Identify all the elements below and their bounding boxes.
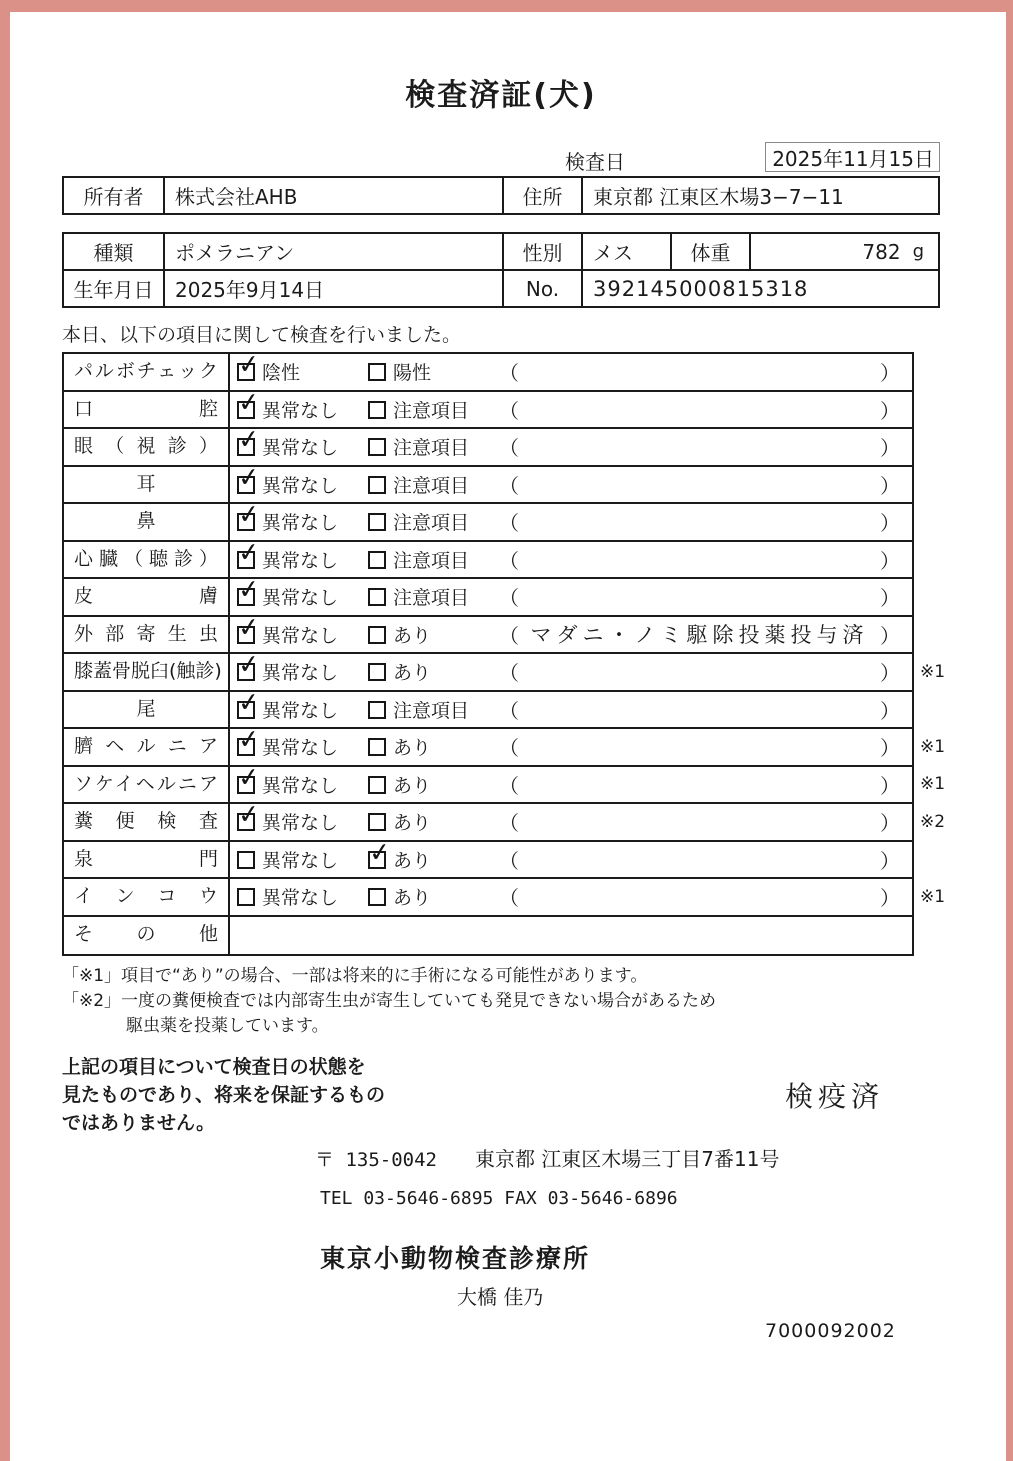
checkbox-checked — [237, 476, 255, 494]
exam-option-label: 異常なし — [262, 737, 339, 760]
checkbox-checked — [237, 551, 255, 569]
checkbox-checked — [237, 363, 255, 381]
exam-option-label: あり — [393, 812, 432, 835]
number-value: 392145000815318 — [593, 276, 809, 301]
exam-row — [64, 692, 912, 730]
checkbox-unchecked — [368, 738, 386, 756]
breed-label: 種類 — [64, 234, 165, 269]
exam-option-label: 異常なし — [262, 887, 339, 910]
exam-item-label: インコウ — [64, 879, 230, 915]
result-parentheses: （ ） — [499, 848, 900, 873]
result-parentheses: （ ） — [499, 586, 900, 611]
checkbox-unchecked — [368, 588, 386, 606]
result-parentheses: （ ） — [499, 886, 900, 911]
result-parentheses: （ ） — [499, 398, 900, 423]
exam-item-label: 泉門 — [64, 842, 230, 878]
exam-row-content — [230, 729, 912, 765]
checkbox-unchecked — [368, 888, 386, 906]
exam-option-label: 注意項目 — [393, 512, 470, 535]
exam-option — [368, 883, 499, 910]
document-code: 7000092002 — [765, 1320, 896, 1342]
exam-option — [237, 696, 368, 723]
exam-option — [368, 546, 499, 573]
clinic-name: 東京小動物検査診療所 — [320, 1244, 591, 1273]
exam-row-content — [230, 692, 912, 728]
exam-table — [62, 352, 946, 956]
exam-row-content — [230, 579, 912, 615]
exam-option — [368, 771, 499, 798]
birthdate-value: 2025年9月14日 — [165, 271, 504, 306]
quarantine-stamp: 検疫済 — [784, 1080, 884, 1113]
exam-option-label: 注意項目 — [393, 699, 470, 722]
exam-option — [368, 733, 499, 760]
checkbox-unchecked — [237, 851, 255, 869]
exam-row — [64, 467, 912, 505]
exam-row-content — [230, 467, 912, 503]
exam-option — [368, 658, 499, 685]
exam-option — [368, 508, 499, 535]
exam-row — [64, 842, 912, 880]
exam-item-label: その他 — [64, 917, 230, 955]
exam-option-label: 異常なし — [262, 662, 339, 685]
exam-option — [237, 658, 368, 685]
exam-option-label: 異常なし — [262, 512, 339, 535]
exam-option — [368, 696, 499, 723]
exam-option-label: 陽性 — [393, 362, 432, 385]
weight-label: 体重 — [672, 234, 751, 269]
weight-unit: g — [912, 241, 924, 262]
owner-label: 所有者 — [64, 178, 165, 213]
exam-option-label: あり — [393, 737, 432, 760]
exam-option — [237, 846, 368, 873]
exam-row — [64, 354, 912, 392]
exam-row-content — [230, 842, 912, 878]
exam-item-label: ソケイヘルニア — [64, 767, 230, 803]
checkbox-checked — [237, 738, 255, 756]
number-label: No. — [504, 271, 583, 306]
checkbox-unchecked — [237, 888, 255, 906]
breed-value: ポメラニアン — [165, 234, 504, 269]
exam-option-label: 異常なし — [262, 699, 339, 722]
exam-row — [64, 879, 946, 917]
checkbox-unchecked — [368, 701, 386, 719]
checkbox-unchecked — [368, 776, 386, 794]
footnote-1: 「※1」項目で“あり”の場合、一部は将来的に手術になる可能性があります。 — [62, 966, 648, 986]
certificate-content — [62, 12, 946, 1342]
exam-option-label: 注意項目 — [393, 474, 470, 497]
address-label: 住所 — [504, 178, 583, 213]
exam-option-label: 注意項目 — [393, 437, 470, 460]
exam-item-label: 糞便検査 — [64, 804, 230, 840]
exam-option-label: 異常なし — [262, 474, 339, 497]
exam-row — [64, 504, 912, 542]
exam-row — [64, 917, 912, 955]
footnote-mark: ※2 — [920, 811, 946, 832]
checkbox-unchecked — [368, 626, 386, 644]
checkbox-unchecked — [368, 476, 386, 494]
exam-option — [237, 583, 368, 610]
checkbox-unchecked — [368, 401, 386, 419]
result-parentheses: （ マダニ・ノミ駆除投薬投与済 ） — [499, 619, 912, 649]
exam-row-content — [230, 354, 912, 390]
exam-option — [368, 583, 499, 610]
checkbox-checked — [237, 588, 255, 606]
exam-row — [64, 392, 912, 430]
checkbox-checked — [237, 438, 255, 456]
owner-value: 株式会社AHB — [165, 178, 504, 213]
exam-item-label: 鼻 — [64, 504, 230, 540]
clinic-address-line — [315, 1143, 940, 1172]
result-parentheses: （ ） — [499, 736, 900, 761]
owner-row — [64, 178, 938, 213]
exam-option — [237, 733, 368, 760]
exam-option-label: あり — [393, 774, 432, 797]
weight-value — [751, 234, 938, 269]
exam-option-label: 異常なし — [262, 587, 339, 610]
exam-row-content — [230, 879, 912, 915]
exam-option-label: あり — [393, 662, 432, 685]
postal-code: 〒 135-0042 — [315, 1149, 437, 1171]
result-parentheses: （ ） — [499, 473, 900, 498]
certificate-page — [10, 12, 1006, 1461]
exam-option — [237, 358, 368, 385]
exam-option — [368, 396, 499, 423]
exam-row — [64, 579, 912, 617]
exam-item-label: 心臓（聴診） — [64, 542, 230, 578]
disclaimer-line-2: 見たものであり、将来を保証するもの — [62, 1084, 386, 1106]
disclaimer-text — [62, 1053, 385, 1137]
result-parentheses: （ ） — [499, 361, 900, 386]
exam-option — [237, 433, 368, 460]
exam-row-content — [230, 542, 912, 578]
exam-row-content — [230, 804, 912, 840]
weight-number: 782 — [862, 239, 901, 264]
birthdate-label: 生年月日 — [64, 271, 165, 306]
checkbox-checked — [237, 776, 255, 794]
exam-option-label: 異常なし — [262, 624, 339, 647]
exam-item-label: 耳 — [64, 467, 230, 503]
checkbox-unchecked — [368, 551, 386, 569]
exam-row — [64, 542, 912, 580]
exam-item-label: 皮膚 — [64, 579, 230, 615]
exam-option — [237, 471, 368, 498]
result-parentheses: （ ） — [499, 811, 900, 836]
exam-option — [368, 471, 499, 498]
exam-option-label: 注意項目 — [393, 587, 470, 610]
exam-option — [237, 621, 368, 648]
footnotes — [62, 964, 940, 1039]
clinic-tel-fax: TEL 03-5646-6895 FAX 03-5646-6896 — [320, 1188, 678, 1209]
result-parentheses: （ ） — [499, 436, 900, 461]
exam-row-content — [230, 429, 912, 465]
exam-item-label: 膝蓋骨脱臼(触診) — [64, 654, 230, 690]
footnote-mark: ※1 — [920, 774, 946, 795]
exam-row-content — [230, 654, 912, 690]
disclaimer-line-3: ではありません。 — [62, 1112, 216, 1134]
exam-row — [64, 429, 912, 467]
result-parentheses: （ ） — [499, 511, 900, 536]
pet-info-table — [62, 232, 940, 308]
sex-label: 性別 — [504, 234, 583, 269]
exam-option — [368, 846, 499, 873]
intro-text: 本日、以下の項目に関して検査を行いました。 — [62, 324, 462, 346]
disclaimer-band — [62, 1053, 940, 1137]
exam-option-label: 注意項目 — [393, 399, 470, 422]
sex-value: メス — [583, 234, 672, 269]
checkbox-checked — [237, 663, 255, 681]
checkbox-checked — [237, 401, 255, 419]
inspection-date-row — [62, 142, 940, 176]
exam-row-content — [230, 392, 912, 428]
exam-item-label: パルボチェック — [64, 354, 230, 390]
birth-row — [64, 269, 938, 306]
exam-option-label: 異常なし — [262, 437, 339, 460]
checkbox-checked — [237, 626, 255, 644]
result-parentheses: （ ） — [499, 773, 900, 798]
exam-row-content — [230, 617, 912, 653]
footnote-mark: ※1 — [920, 736, 946, 757]
exam-option — [237, 771, 368, 798]
exam-option — [237, 883, 368, 910]
result-parentheses: （ ） — [499, 661, 900, 686]
checkbox-checked — [237, 813, 255, 831]
checkbox-checked — [368, 851, 386, 869]
result-parentheses: （ ） — [499, 698, 900, 723]
exam-item-label: 口腔 — [64, 392, 230, 428]
exam-option — [237, 808, 368, 835]
checkbox-checked — [237, 513, 255, 531]
exam-option — [237, 396, 368, 423]
exam-item-label: 尾 — [64, 692, 230, 728]
exam-option — [368, 358, 499, 385]
exam-option-label: あり — [393, 849, 432, 872]
exam-row — [64, 767, 946, 805]
document-title: 検査済証(犬) — [405, 78, 597, 113]
exam-option-label: 異常なし — [262, 549, 339, 572]
footnote-mark: ※1 — [920, 886, 946, 907]
exam-option-label: あり — [393, 624, 432, 647]
result-parentheses: （ ） — [499, 548, 900, 573]
exam-option — [368, 433, 499, 460]
exam-option — [237, 508, 368, 535]
exam-option-label: 異常なし — [262, 774, 339, 797]
exam-item-label: 外部寄生虫 — [64, 617, 230, 653]
address-value: 東京都 江東区木場3−7−11 — [593, 185, 844, 209]
exam-row-content — [230, 767, 912, 803]
result-text: マダニ・ノミ駆除投薬投与済 — [530, 623, 869, 648]
exam-option-label: 注意項目 — [393, 549, 470, 572]
inspection-date-label: 検査日 — [565, 150, 625, 174]
disclaimer-line-1: 上記の項目について検査日の状態を — [62, 1056, 366, 1078]
inspection-date-value: 2025年11月15日 — [765, 142, 940, 172]
exam-option — [237, 546, 368, 573]
checkbox-unchecked — [368, 363, 386, 381]
exam-option — [368, 808, 499, 835]
checkbox-checked — [237, 701, 255, 719]
examiner-name: 大橋 佳乃 — [457, 1285, 544, 1309]
exam-row — [64, 654, 946, 692]
footnote-2-continued: 駆虫薬を投薬しています。 — [126, 1016, 329, 1036]
checkbox-unchecked — [368, 438, 386, 456]
owner-table — [62, 176, 940, 215]
breed-row — [64, 234, 938, 269]
exam-row-content — [230, 504, 912, 540]
exam-option-label: 異常なし — [262, 812, 339, 835]
checkbox-unchecked — [368, 663, 386, 681]
exam-row — [64, 804, 946, 842]
checkbox-unchecked — [368, 513, 386, 531]
exam-option-label: 異常なし — [262, 849, 339, 872]
exam-row — [64, 617, 912, 655]
clinic-address: 東京都 江東区木場三丁目7番11号 — [474, 1147, 780, 1171]
footnote-mark: ※1 — [920, 661, 946, 682]
exam-option-label: 異常なし — [262, 399, 339, 422]
exam-option-label: 陰性 — [262, 362, 301, 385]
exam-option — [368, 621, 499, 648]
exam-item-label: 臍ヘルニア — [64, 729, 230, 765]
exam-row-content — [230, 917, 912, 955]
exam-option-label: あり — [393, 887, 432, 910]
checkbox-unchecked — [368, 813, 386, 831]
footnote-2: 「※2」一度の糞便検査では内部寄生虫が寄生していても発見できない場合があるため — [62, 991, 717, 1011]
exam-row — [64, 729, 946, 767]
exam-item-label: 眼（視診） — [64, 429, 230, 465]
